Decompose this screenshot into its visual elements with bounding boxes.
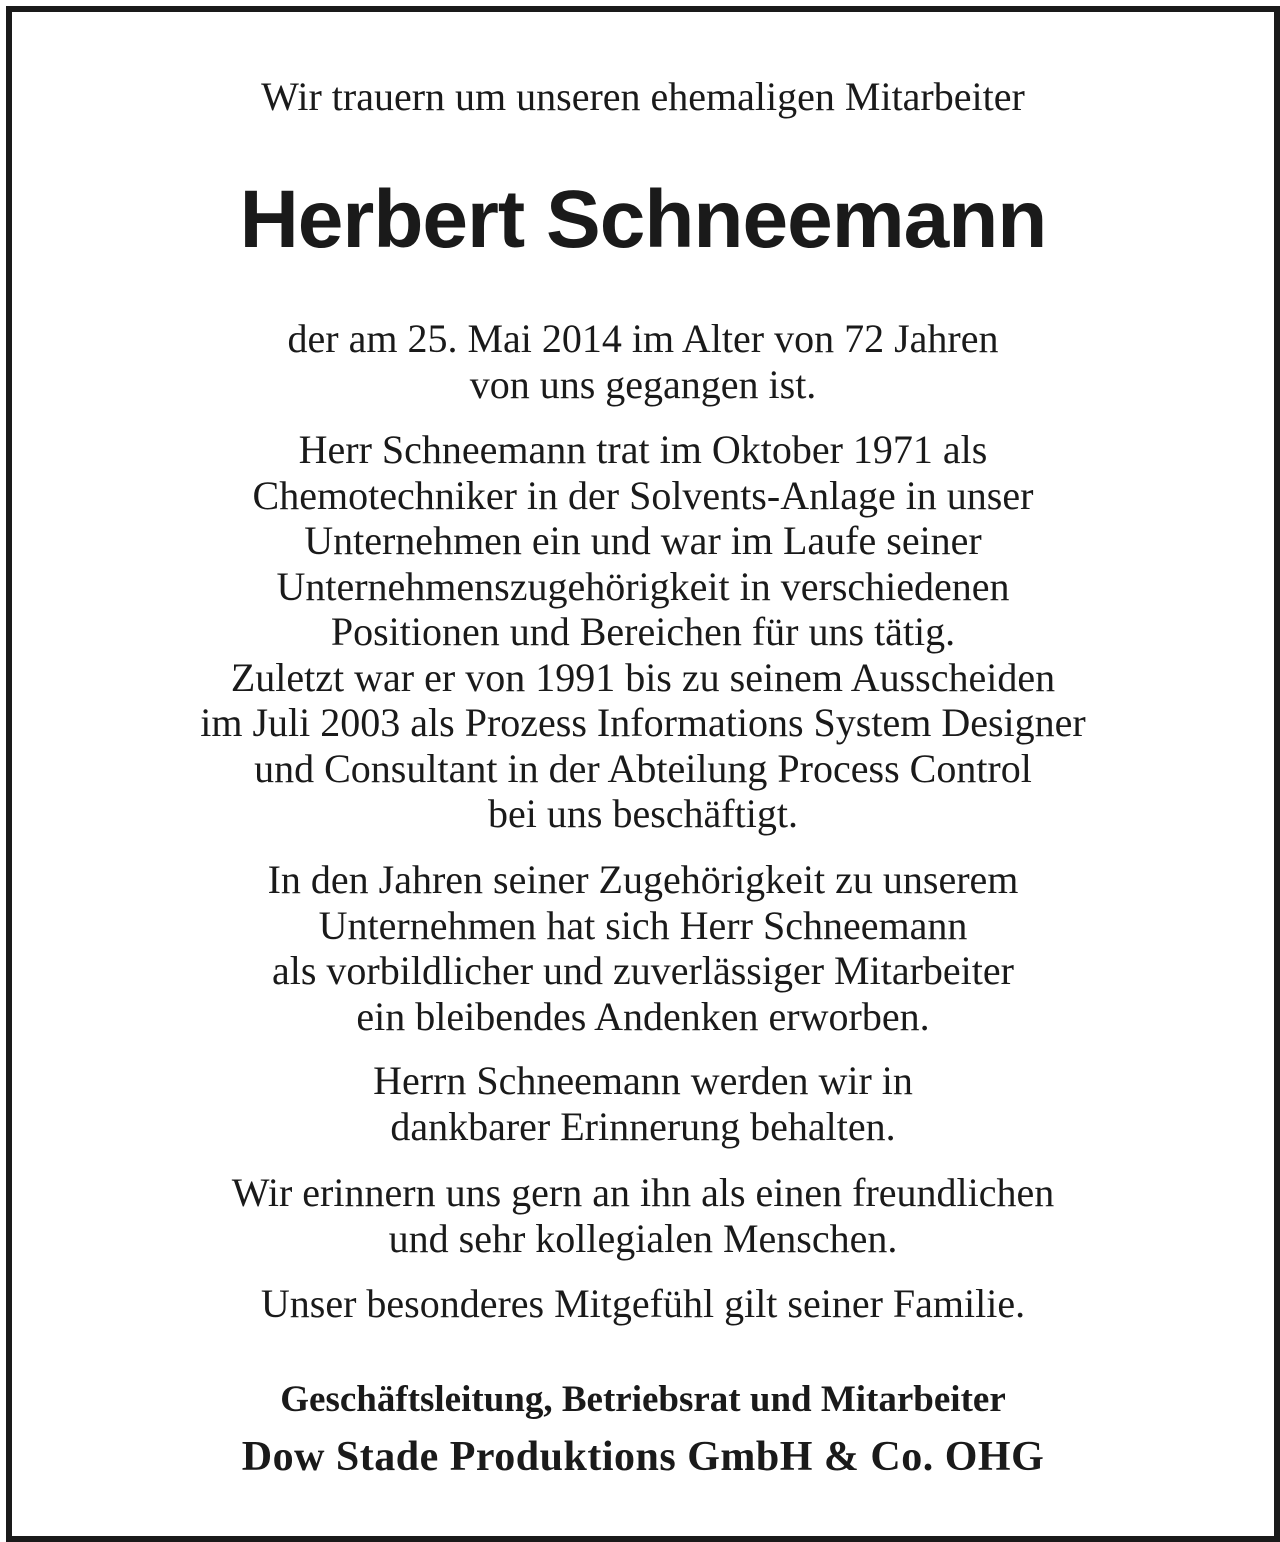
signature-company: Dow Stade Produktions GmbH & Co. OHG <box>241 1434 1045 1480</box>
text-line: bei uns beschäftigt. <box>488 791 798 836</box>
text-line: Herrn Schneemann werden wir in <box>373 1058 913 1103</box>
text-line: ein bleibendes Andenken erworben. <box>356 993 930 1039</box>
text-line: Unternehmen ein und war im Laufe seiner <box>304 518 982 563</box>
paragraph-memory <box>12 1170 1274 1261</box>
intro-line: Wir trauern um unseren ehemaligen Mitarbeiter <box>261 74 1025 119</box>
text-line: Unternehmenszugehörigkeit in verschiedenen <box>276 563 1010 609</box>
text-line: Wir erinnern uns gern an ihn als einen freundlichen <box>231 1170 1055 1215</box>
text-line: Unternehmen hat sich Herr Schneemann <box>318 902 968 948</box>
signature-groups: Geschäftsleitung, Betriebsrat und Mitarbeiter <box>280 1379 1006 1420</box>
deceased-name: Herbert Schneemann <box>239 174 1047 265</box>
text-line: Herr Schneemann trat im Oktober 1971 als <box>298 427 988 472</box>
text-line: dankbarer Erinnerung behalten. <box>390 1103 896 1149</box>
paragraph-death-date <box>12 316 1274 407</box>
paragraph-career <box>12 427 1274 837</box>
text-line: im Juli 2003 als Prozess Informations System Designer <box>200 700 1086 745</box>
text-line: Unser besonderes Mitgefühl gilt seiner Familie. <box>260 1281 1026 1326</box>
text-line: Chemotechniker in der Solvents-Anlage in unser <box>252 472 1034 518</box>
text-line: In den Jahren seiner Zugehörigkeit zu unserem <box>267 857 1019 902</box>
obituary-frame <box>6 6 1280 1542</box>
text-line: von uns gegangen ist. <box>469 361 817 407</box>
paragraph-condolence <box>12 1281 1274 1327</box>
paragraph-tribute <box>12 857 1274 1039</box>
text-line: Positionen und Bereichen für uns tätig. <box>330 609 956 654</box>
text-line: der am 25. Mai 2014 im Alter von 72 Jahren <box>287 316 999 361</box>
text-line: und Consultant in der Abteilung Process Control <box>254 745 1032 791</box>
text-line: als vorbildlicher und zuverlässiger Mitarbeiter <box>272 948 1014 993</box>
paragraph-remembrance <box>12 1058 1274 1149</box>
text-line: und sehr kollegialen Menschen. <box>388 1215 898 1261</box>
text-line: Zuletzt war er von 1991 bis zu seinem Ausscheiden <box>230 654 1056 700</box>
